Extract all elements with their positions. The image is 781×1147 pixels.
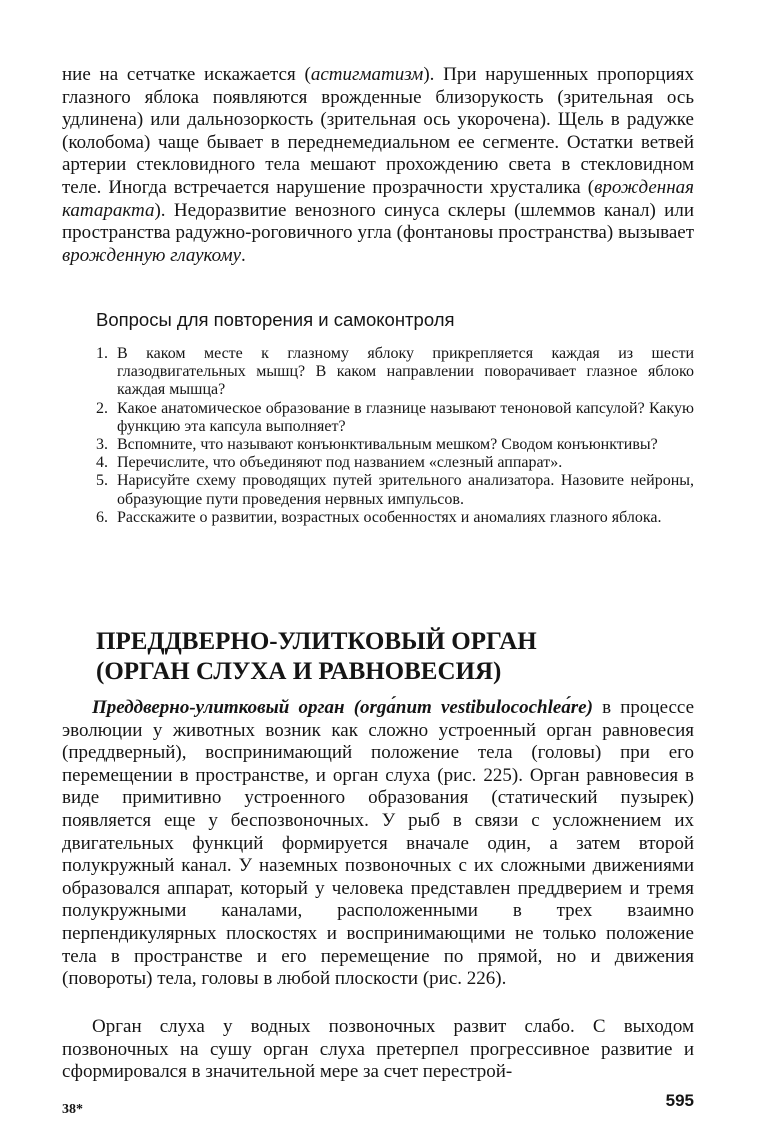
text-run: в процессе эволюции у животных возник как сложно устроенный орган равновесия (преддверный), воспринимающий положение тела (головы) при его перемещении в пространстве, и орган слуха (рис. 225). Орган равновесия в виде примитивно устроенного образования (статический пузырек) появляется еще у беспозвоночных. У рыб в связи с усложнением их двигательных функций формируется вначале один, а затем второй полукружный канал. У наземных позвоночных с их сложными движениями образовался аппарат, который у человека представлен преддверием и тремя полукружными каналами, расположенными в трех взаимно перпендикулярных плоскостях и воспринимающими не только положение тела в пространстве и его перемещение по прямой, но и движения (повороты) тела, головы в любой плоскости (рис. 226). [62,697,695,990]
question-text: В каком месте к глазному яблоку прикрепляется каждая из шести глазодвигательных мышц? В каком направлении поворачивает глазное яблоко каждая мышца? [117,345,694,399]
question-item [96,400,694,436]
question-number: 6. [96,508,108,526]
question-item [96,472,694,508]
term-astigmatism: астигматизм [310,64,424,85]
question-text: Какое анатомическое образование в глазнице называют теноновой капсулой? Какую функцию эта капсула выполняет? [117,399,694,435]
text-run: ). При нарушенных пропорциях глазного яблока появляются врожденные близорукость (зрительная ось удлинена) или дальнозоркость (зрительная ось укорочена). Щель в радужке (колобома) чаще бывает в переднемедиальном ее сегменте. Остатки ветвей артерии стекловидного тела мешают прохождению света в стекловидном теле. Иногда встречается нарушение прозрачности хрусталика ( [62,64,694,198]
question-number: 2. [96,399,108,417]
term-vestibulocochlear-organ: Преддверно-улитковый орган (orgа́num vestibulocochleа́re) [92,697,593,718]
question-text: Перечислите, что объединяют под названием «слезный аппарат». [117,454,563,472]
section-title [96,627,537,687]
question-text: Вспомните, что называют конъюнктивальным мешком? Сводом конъюнктивы? [117,436,658,454]
question-item [96,345,694,400]
questions-list [96,345,694,527]
paragraph-vestibulocochlear-organ [62,697,694,991]
question-item [96,454,694,472]
text-run: . [241,244,246,266]
question-number: 4. [96,454,108,472]
section-title-line-1: ПРЕДДВЕРНО-УЛИТКОВЫЙ ОРГАН [96,628,537,655]
question-number: 3. [96,436,108,454]
term-congenital-glaucoma: врожденную глаукому [62,244,242,266]
question-item [96,436,694,454]
question-text: Нарисуйте схему проводящих путей зрительного анализатора. Назовите нейроны, образующие пути проведения нервных импульсов. [117,472,694,508]
questions-heading: Вопросы для повторения и самоконтроля [96,309,455,330]
question-text: Расскажите о развитии, возрастных особенностях и аномалиях глазного яблока. [117,508,662,526]
page-number: 595 [665,1091,694,1110]
question-number: 1. [96,345,108,362]
text-run: ). Недоразвитие венозного синуса склеры (шлеммов канал) или пространства радужно-роговичного угла (фонтановы пространства) вызывает [62,199,694,244]
text-run: Орган слуха у водных позвоночных развит слабо. С выходом позвоночных на сушу орган слуха претерпел прогрессивное развитие и сформировался в значительной мере за счет перестрой- [62,1016,694,1083]
question-number: 5. [96,472,108,490]
paragraph-astigmatism [62,64,694,267]
text-run: ние на сетчатке искажается ( [62,64,311,85]
signature-mark: 38* [62,1102,83,1117]
question-item [96,509,694,527]
term-congenital-cataract: врожденная катаракта [62,176,694,221]
section-title-line-2: (ОРГАН СЛУХА И РАВНОВЕСИЯ) [96,658,502,685]
paragraph-hearing-organ [62,1016,694,1084]
